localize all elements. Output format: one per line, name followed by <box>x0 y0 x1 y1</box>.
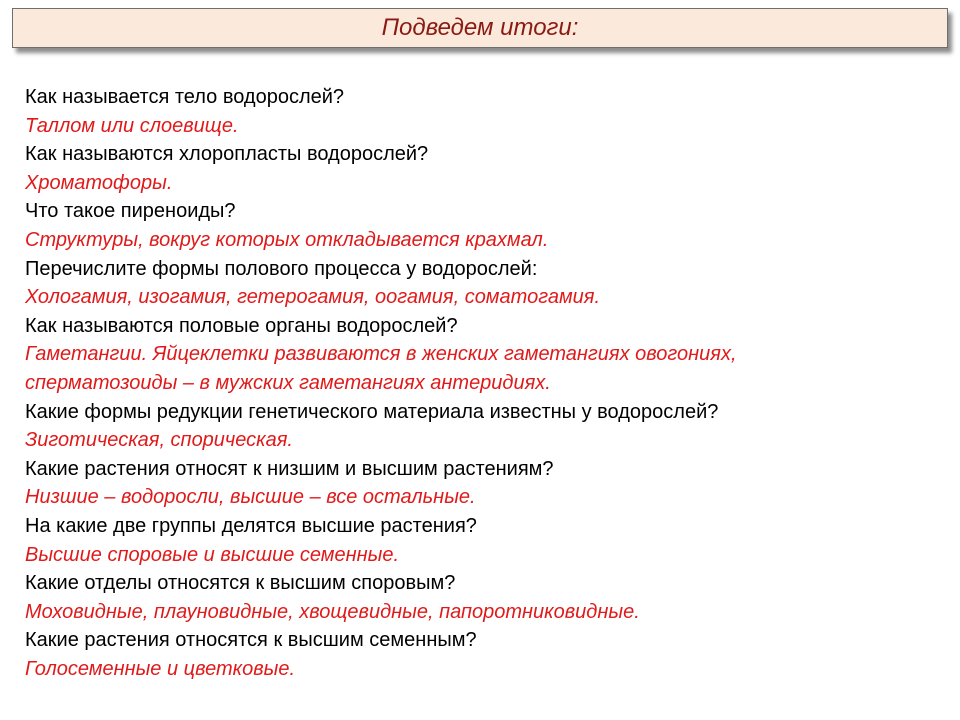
question-10: Какие растения относятся к высшим семенным? <box>25 629 477 652</box>
answer-10: Голосеменные и цветковые. <box>25 657 296 680</box>
question-7: Какие растения относят к низшим и высшим растениям? <box>25 457 554 480</box>
answer-5-line-1: Гаметангии. Яйцеклетки развиваются в женских гаметангиях овогониях, <box>25 343 737 366</box>
question-3: Что такое пиреноиды? <box>25 200 236 223</box>
question-2: Как называются хлоропласты водорослей? <box>25 143 429 166</box>
title-banner <box>12 8 948 48</box>
answer-3: Структуры, вокруг которых откладывается крахмал. <box>25 228 549 251</box>
answer-9: Моховидные, плауновидные, хвощевидные, папоротниковидные. <box>25 600 640 623</box>
page-title: Подведем итоги: <box>381 14 579 41</box>
answer-1: Таллом или слоевище. <box>25 114 239 137</box>
answer-8: Высшие споровые и высшие семенные. <box>25 543 400 566</box>
qa-list <box>25 83 945 683</box>
answer-5-line-2: сперматозоиды – в мужских гаметангиях антеридиях. <box>25 371 551 394</box>
answer-7: Низшие – водоросли, высшие – все остальные. <box>25 486 476 509</box>
question-9: Какие отделы относятся к высшим споровым? <box>25 572 456 595</box>
question-6: Какие формы редукции генетического материала известны у водорослей? <box>25 400 719 423</box>
question-4: Перечислите формы полового процесса у водорослей: <box>25 257 538 280</box>
question-1: Как называется тело водорослей? <box>25 86 345 108</box>
answer-4: Хологамия, изогамия, гетерогамия, оогамия, соматогамия. <box>25 286 601 309</box>
answer-6: Зиготическая, спорическая. <box>25 429 293 452</box>
question-8: На какие две группы делятся высшие растения? <box>25 514 477 537</box>
answer-2: Хроматофоры. <box>25 171 173 194</box>
question-5: Как называются половые органы водорослей? <box>25 314 458 337</box>
